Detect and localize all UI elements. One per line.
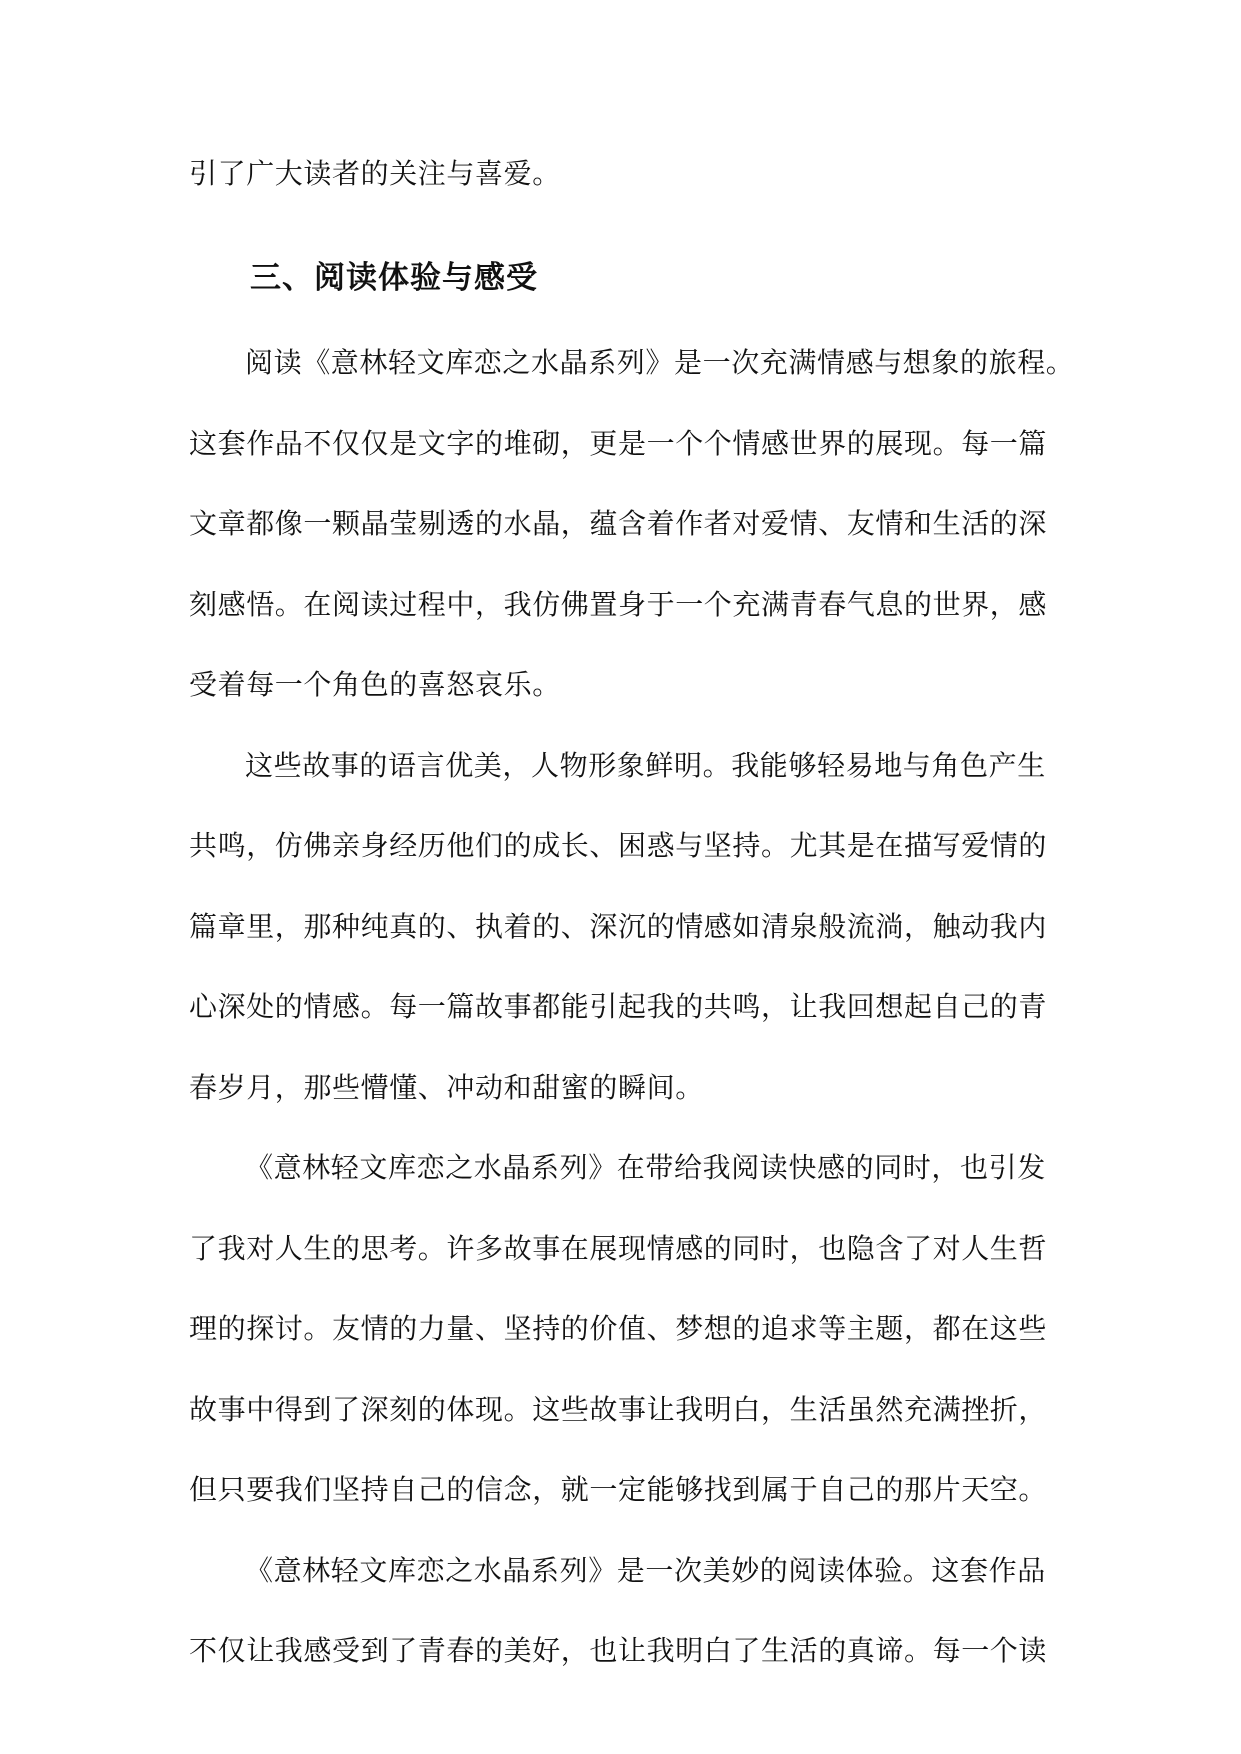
text-line: 心深处的情感。每一篇故事都能引起我的共鸣，让我回想起自己的青 — [189, 990, 1048, 1023]
paragraph-first-line: 这些故事的语言优美，人物形象鲜明。我能够轻易地与角色产生 — [245, 749, 1046, 782]
text-line: 不仅让我感受到了青春的美好，也让我明白了生活的真谛。每一个读 — [189, 1634, 1048, 1667]
text-line: 刻感悟。在阅读过程中，我仿佛置身于一个充满青春气息的世界，感 — [189, 588, 1048, 621]
text-line: 故事中得到了深刻的体现。这些故事让我明白，生活虽然充满挫折， — [189, 1393, 1048, 1426]
text-line: 篇章里，那种纯真的、执着的、深沉的情感如清泉般流淌，触动我内 — [189, 910, 1048, 943]
text-line: 了我对人生的思考。许多故事在展现情感的同时，也隐含了对人生哲 — [189, 1232, 1048, 1265]
paragraph-first-line: 《意林轻文库恋之水晶系列》在带给我阅读快感的同时，也引发 — [245, 1151, 1046, 1184]
text-line: 受着每一个角色的喜怒哀乐。 — [189, 668, 561, 701]
text-line: 引了广大读者的关注与喜爱。 — [189, 157, 561, 190]
paragraph-first-line: 阅读《意林轻文库恋之水晶系列》是一次充满情感与想象的旅程。 — [245, 346, 1075, 379]
text-line: 春岁月，那些懵懂、冲动和甜蜜的瞬间。 — [189, 1071, 704, 1104]
text-line: 共鸣，仿佛亲身经历他们的成长、困惑与坚持。尤其是在描写爱情的 — [189, 829, 1048, 862]
text-line: 这套作品不仅仅是文字的堆砌，更是一个个情感世界的展现。每一篇 — [189, 427, 1048, 460]
section-heading: 三、阅读体验与感受 — [250, 260, 538, 296]
text-line: 文章都像一颗晶莹剔透的水晶，蕴含着作者对爱情、友情和生活的深 — [189, 507, 1048, 540]
text-line: 理的探讨。友情的力量、坚持的价值、梦想的追求等主题，都在这些 — [189, 1312, 1048, 1345]
text-line: 但只要我们坚持自己的信念，就一定能够找到属于自己的那片天空。 — [189, 1473, 1048, 1506]
paragraph-first-line: 《意林轻文库恋之水晶系列》是一次美妙的阅读体验。这套作品 — [245, 1554, 1046, 1587]
